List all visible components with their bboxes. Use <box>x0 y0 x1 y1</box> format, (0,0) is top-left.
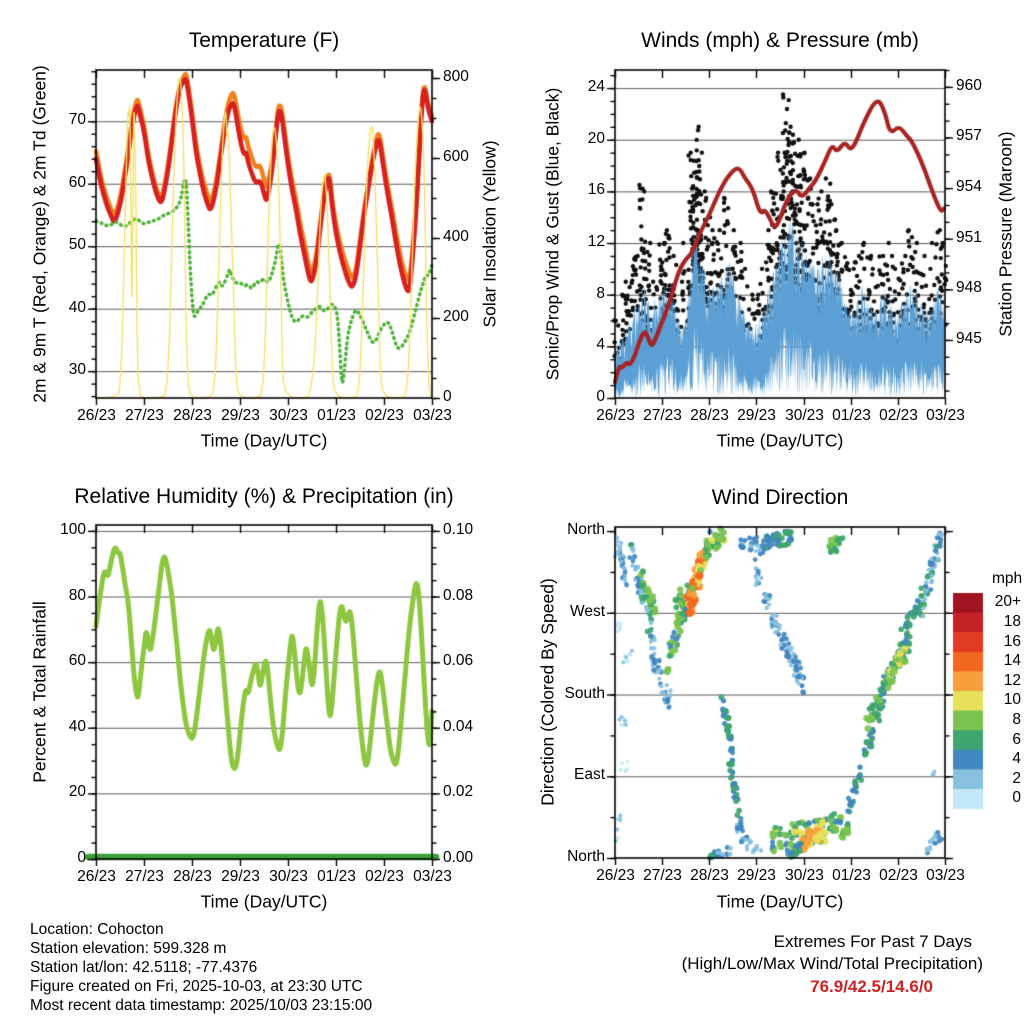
ylabel-humidity-left: Percent & Total Rainfall <box>29 601 50 783</box>
tick-label: 948 <box>956 279 982 297</box>
tick-label: North <box>567 848 605 865</box>
tick-label: 26/23 <box>77 868 116 885</box>
tick-label: 12 <box>587 233 605 251</box>
tick-label: 28/23 <box>173 407 212 424</box>
ylabel-direction-left: Direction (Colored By Speed) <box>537 578 558 806</box>
tick-label: 27/23 <box>125 407 164 424</box>
ylabel-wind-left: Sonic/Prop Wind & Gust (Blue, Black) <box>542 87 563 381</box>
tick-label: 20 <box>587 129 605 147</box>
tick-label: 02/23 <box>879 407 918 424</box>
colorbar-label: 2 <box>1012 769 1021 787</box>
footer-created: Figure created on Fri, 2025-10-03, at 23:30 UTC <box>30 978 363 995</box>
tick-label: 30 <box>68 361 86 379</box>
panel-title-wind-direction: Wind Direction <box>711 486 849 509</box>
tick-label: 30/23 <box>269 868 308 885</box>
tick-label: 27/23 <box>125 868 164 885</box>
tick-label: 29/23 <box>737 407 776 424</box>
colorbar-label: 12 <box>1003 671 1021 689</box>
tick-label: West <box>569 602 605 620</box>
tick-label: 70 <box>68 111 86 129</box>
tick-label: 01/23 <box>832 867 871 884</box>
colorbar-label: 16 <box>1003 632 1021 650</box>
tick-label: 30/23 <box>785 867 824 884</box>
tick-label: 26/23 <box>77 407 116 424</box>
tick-label: 200 <box>443 308 469 325</box>
ylabel-solar-right: Solar Insolation (Yellow) <box>479 140 500 328</box>
panel-title-temperature: Temperature (F) <box>188 29 340 52</box>
tick-label: 0 <box>77 849 86 866</box>
tick-label: 8 <box>596 284 605 302</box>
tick-label: 960 <box>956 76 982 94</box>
tick-label: 28/23 <box>690 407 729 424</box>
tick-label: 50 <box>68 236 86 254</box>
ylabel-temperature-left: 2m & 9m T (Red, Orange) & 2m Td (Green) <box>29 65 50 403</box>
tick-label: 800 <box>443 68 469 85</box>
tick-label: 03/23 <box>926 407 965 424</box>
ylabel-pressure-right: Station Pressure (Maroon) <box>995 131 1016 337</box>
tick-label: East <box>573 766 605 784</box>
tick-label: 24 <box>587 78 605 96</box>
tick-label: 29/23 <box>221 868 260 885</box>
tick-label: 29/23 <box>221 407 260 424</box>
colorbar-label: 8 <box>1012 710 1021 728</box>
extremes-values: 76.9/42.5/14.6/0 <box>810 977 933 996</box>
xlabel-humidity: Time (Day/UTC) <box>200 891 328 912</box>
tick-label: 40 <box>68 298 86 316</box>
footer-elevation: Station elevation: 599.328 m <box>30 940 227 957</box>
tick-label: 0 <box>596 388 605 405</box>
tick-label: 60 <box>68 173 86 191</box>
panel-title-winds-pressure: Winds (mph) & Pressure (mb) <box>641 29 919 52</box>
tick-label: 40 <box>68 717 86 735</box>
footer-latlon: Station lat/lon: 42.5118; -77.4376 <box>30 959 258 976</box>
tick-label: 02/23 <box>365 407 404 424</box>
tick-label: 03/23 <box>926 867 965 884</box>
tick-label: 0 <box>443 388 452 405</box>
tick-label: 20 <box>68 783 86 801</box>
tick-label: 0.00 <box>443 849 474 866</box>
tick-label: 30/23 <box>785 407 824 424</box>
tick-label: 0.06 <box>443 652 474 670</box>
tick-label: 27/23 <box>643 407 682 424</box>
tick-label: 0.02 <box>443 783 474 801</box>
tick-label: 400 <box>443 228 469 245</box>
tick-label: 03/23 <box>413 868 452 885</box>
tick-label: 0.08 <box>443 586 474 604</box>
tick-label: 60 <box>68 652 86 670</box>
colorbar-label: 14 <box>1003 652 1021 670</box>
tick-label: 27/23 <box>643 867 682 884</box>
tick-label: 957 <box>956 127 982 145</box>
tick-label: 945 <box>956 329 982 347</box>
tick-label: 16 <box>587 181 605 199</box>
tick-label: 30/23 <box>269 407 308 424</box>
tick-label: 600 <box>443 148 469 165</box>
colorbar-label: 4 <box>1012 750 1021 768</box>
colorbar-label: 18 <box>1003 612 1021 630</box>
xlabel-temperature: Time (Day/UTC) <box>200 430 328 451</box>
colorbar-title: mph <box>992 570 1023 587</box>
footer-timestamp: Most recent data timestamp: 2025/10/03 23:15:00 <box>30 997 373 1014</box>
tick-label: 100 <box>60 520 86 538</box>
extremes-subtitle: (High/Low/Max Wind/Total Precipitation) <box>681 954 983 973</box>
tick-label: 0.04 <box>443 717 474 735</box>
tick-label: 01/23 <box>317 868 356 885</box>
tick-label: 29/23 <box>737 867 776 884</box>
colorbar-label: 10 <box>1003 691 1021 709</box>
extremes-title: Extremes For Past 7 Days <box>773 932 972 951</box>
panel-title-humidity-precip: Relative Humidity (%) & Precipitation (in) <box>74 485 454 508</box>
colorbar-label: 6 <box>1012 730 1021 748</box>
tick-label: 26/23 <box>596 407 635 424</box>
tick-label: 01/23 <box>832 407 871 424</box>
tick-label: 28/23 <box>690 867 729 884</box>
footer-location: Location: Cohocton <box>30 921 164 938</box>
colorbar-label: 20+ <box>994 593 1021 611</box>
colorbar-label: 0 <box>1012 789 1021 807</box>
xlabel-winds: Time (Day/UTC) <box>716 430 844 451</box>
tick-label: 0.10 <box>443 520 474 538</box>
tick-label: 4 <box>596 336 605 354</box>
tick-label: 28/23 <box>173 868 212 885</box>
tick-label: 02/23 <box>879 867 918 884</box>
tick-label: 26/23 <box>596 867 635 884</box>
tick-label: 03/23 <box>413 407 452 424</box>
tick-label: North <box>567 521 605 539</box>
tick-label: 951 <box>956 228 982 246</box>
tick-label: 954 <box>956 178 982 196</box>
tick-label: South <box>564 684 605 702</box>
tick-label: 80 <box>68 586 86 604</box>
xlabel-direction: Time (Day/UTC) <box>716 891 844 912</box>
tick-label: 01/23 <box>317 407 356 424</box>
tick-label: 02/23 <box>365 868 404 885</box>
